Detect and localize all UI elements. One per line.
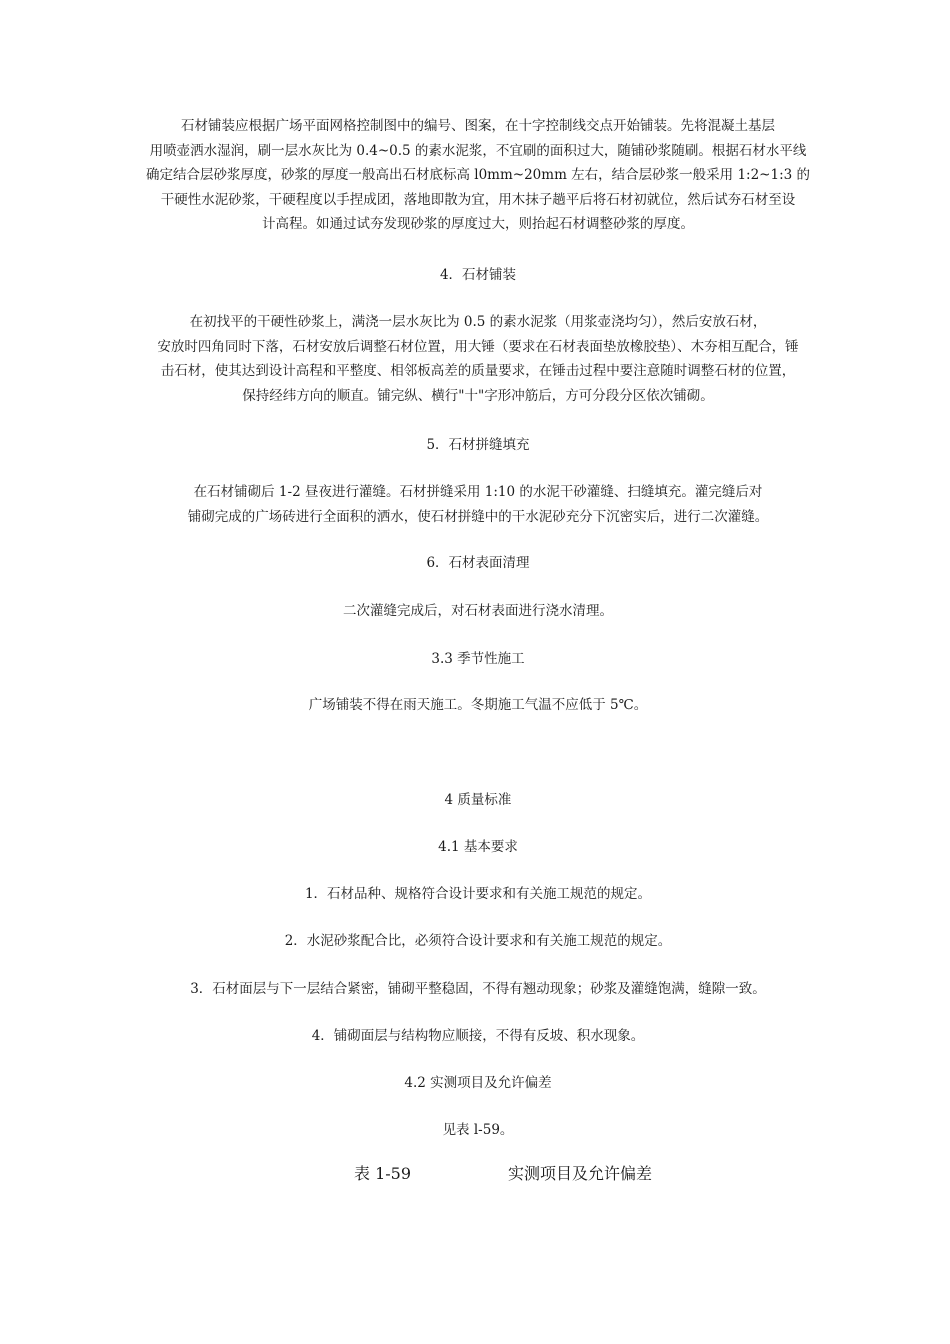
paragraph-surface-cleaning: 二次灌缝完成后，对石材表面进行浇水清理。 [343, 603, 613, 619]
paragraph-joint-filling [140, 480, 816, 529]
requirement-item: 4．铺砌面层与结构物应顺接，不得有反坡、积水现象。 [311, 1028, 645, 1044]
paragraph-line: 石材铺装应根据广场平面网格控制图中的编号、图案，在十字控制线交点开始铺装。先将混凝土基层 [181, 118, 775, 134]
paragraph-line: 计高程。如通过试夯发现砂浆的厚度过大，则抬起石材调整砂浆的厚度。 [262, 216, 694, 232]
requirement-item: 2．水泥砂浆配合比，必须符合设计要求和有关施工规范的规定。 [284, 933, 672, 949]
paragraph-stone-laying-prep [140, 114, 816, 237]
paragraph-line: 用喷壶洒水湿润，刷一层水灰比为 0.4~0.5 的素水泥浆，不宜刷的面积过大，随铺砂浆随刷。根据石材水平线 [149, 142, 807, 159]
paragraph-line: 击石材，使其达到设计高程和平整度、相邻板高差的质量要求，在锤击过程中要注意随时调整石材的位置， [160, 363, 796, 379]
section-heading-seasonal: 3.3 季节性施工 [431, 651, 525, 667]
paragraph-line: 在初找平的干硬性砂浆上，满浇一层水灰比为 0.5 的素水泥浆（用浆壶浇均匀），然后安放石材， [189, 314, 767, 330]
paragraph-stone-paving [140, 310, 816, 408]
paragraph-line: 保持经纬方向的顺直。铺完纵、横行"十"字形冲筋后，方可分段分区依次铺砌。 [242, 387, 714, 404]
table-title: 实测项目及允许偏差 [508, 1164, 653, 1183]
paragraph-line: 安放时四角同时下落，石材安放后调整石材位置，用大锤（要求在石材表面垫放橡胶垫）、木夯相互配合，锤 [157, 338, 799, 355]
section-heading-basic-requirements: 4.1 基本要求 [438, 839, 518, 855]
requirement-item: 3．石材面层与下一层结合紧密，铺砌平整稳固，不得有翘动现象；砂浆及灌缝饱满，缝隙一致。 [190, 981, 766, 997]
paragraph-line: 确定结合层砂浆厚度，砂浆的厚度一般高出石材底标高 l0mm~20mm 左右，结合层砂浆一般采用 1:2~1:3 的 [145, 167, 811, 183]
table-number: 表 1-59 [354, 1164, 412, 1183]
section-heading-measured-items: 4.2 实测项目及允许偏差 [404, 1075, 552, 1091]
requirement-item: 1．石材品种、规格符合设计要求和有关施工规范的规定。 [304, 886, 652, 902]
table-reference: 见表 l-59。 [442, 1122, 514, 1138]
paragraph-line: 在石材铺砌后 1-2 昼夜进行灌缝。石材拼缝采用 1:10 的水泥干砂灌缝、扫缝填充。灌完缝后对 [193, 484, 763, 500]
paragraph-line: 铺砌完成的广场砖进行全面积的洒水，使石材拼缝中的干水泥砂充分下沉密实后，进行二次灌缝。 [187, 508, 769, 525]
section-heading-quality-standard: 4 质量标准 [444, 792, 512, 808]
paragraph-line: 干硬性水泥砂浆，干硬程度以手捏成团，落地即散为宜，用木抹子趟平后将石材初就位，然后试夯石材至设 [160, 191, 796, 208]
section-heading-joint-filling: 5．石材拼缝填充 [426, 437, 530, 453]
section-heading-stone-paving: 4．石材铺装 [439, 267, 517, 283]
paragraph-seasonal: 广场铺装不得在雨天施工。冬期施工气温不应低于 5℃。 [308, 697, 648, 713]
section-heading-surface-cleaning: 6．石材表面清理 [426, 555, 530, 571]
